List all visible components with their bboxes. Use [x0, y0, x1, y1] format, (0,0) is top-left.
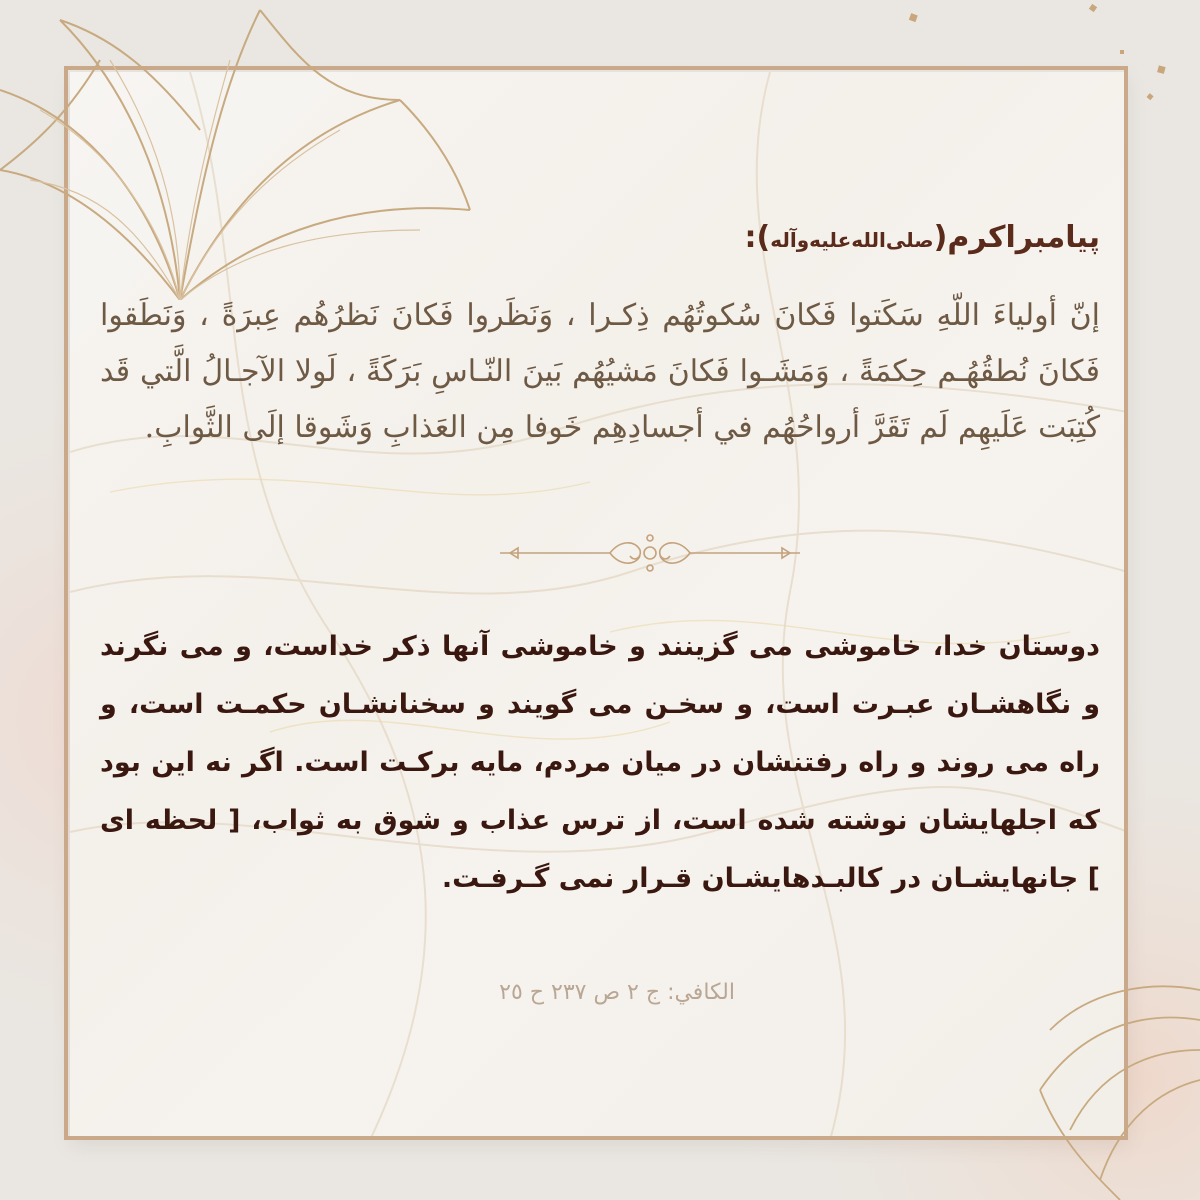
arabic-hadith: إنّ أولياءَ اللّهِ سَكَتوا فَكانَ سُكوتُهُم ذِكـرا ، وَنَظَروا فَكانَ نَظرُهُم عِبرَةً ، وَنَطَقوا فَكانَ نُطقُهُـم حِكمَةً ، وَمَشَـوا فَكانَ مَشيُهُم بَينَ النّـاسِ بَرَكَةً ، لَولا الآجـالُ الَّتي قَد كُتِبَت عَلَيهِم لَم تَقَرَّ أرواحُهُم في أجسادِهِم خَوفا مِن العَذابِ وَشَوقا إلَى الثَّوابِ. — [100, 298, 1100, 445]
gold-dots-icon — [900, 0, 1200, 120]
speaker-title: پیامبراکرم — [947, 220, 1100, 255]
speaker-honorific: صلی‌الله‌علیه‌وآله — [770, 228, 934, 252]
source-citation: الكافي: ج ٢ ص ٢٣٧ ح ٢٥ — [499, 980, 735, 1005]
ornament-divider-icon — [490, 530, 810, 576]
honorific-close: ): — [744, 220, 771, 255]
honorific-open: ( — [933, 220, 948, 255]
persian-translation: دوستان خدا، خاموشی می گزینند و خاموشی آنها ذکر خداست، و می نگرند و نگاهشـان عبـرت است، و سخـن می گویند و سخنانشـان حکمـت است، و راه می روند و راه رفتنشان در میان مردم، مایه برکـت است. اگر نه این بود که اجلهایشان نوشته شده است، از ترس عذاب و شوق به ثواب، [ لحظه ای ] جانهایشـان در کالبـدهایشـان قـرار نمی گـرفـت. — [100, 631, 1100, 894]
flower-top-left-icon — [0, 0, 480, 300]
flower-bottom-right-icon — [1000, 960, 1200, 1200]
speaker-heading — [744, 220, 1100, 255]
